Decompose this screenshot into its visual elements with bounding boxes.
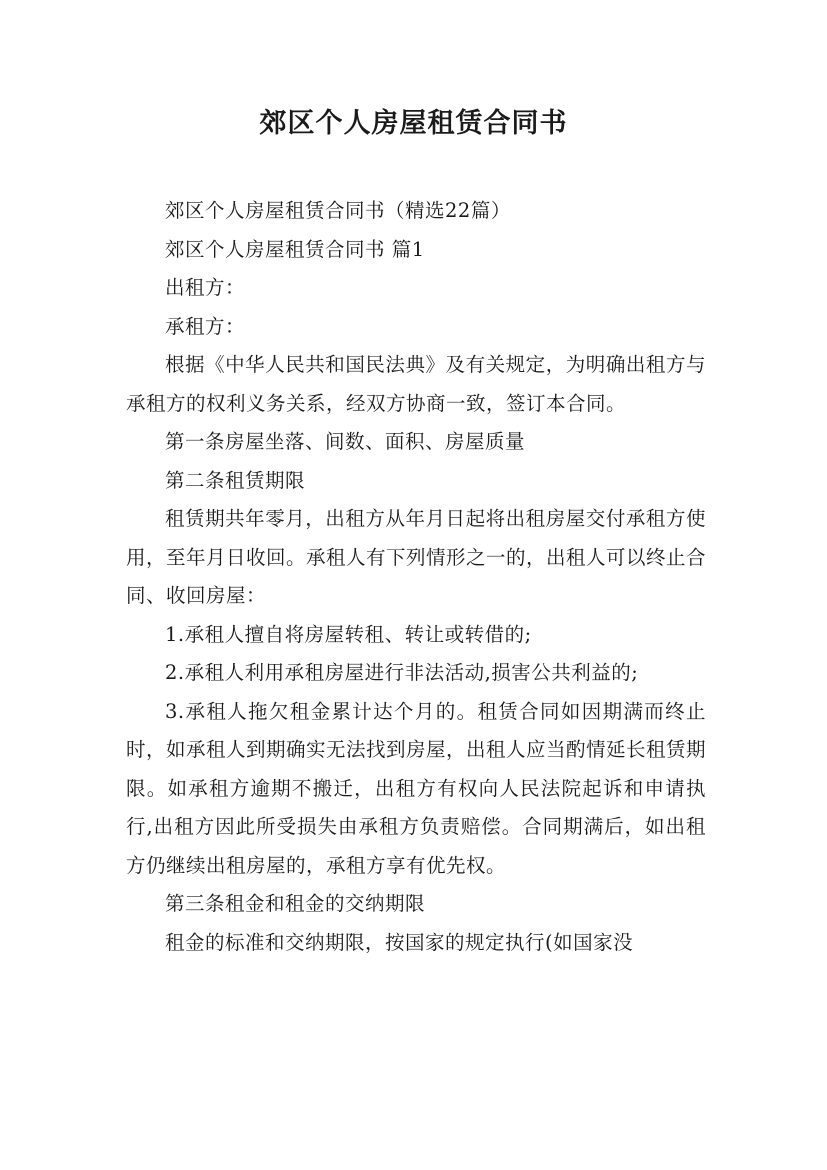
paragraph-article-1: 第一条房屋坐落、间数、面积、房屋质量 [165,430,526,453]
paragraph-section-heading: 郊区个人房屋租赁合同书 篇1 [165,237,425,261]
paragraph-lessor: 出租方： [165,276,246,299]
paragraph-subtitle: 郊区个人房屋租赁合同书（精选22篇） [165,199,511,222]
document-title: 郊区个人房屋租赁合同书 [259,108,568,139]
paragraph-item-3: 3.承租人拖欠租金累计达个月的。租赁合同如因期满而终止时，如承租人到期确实无法找到房屋，出租人应当酌情延长租赁期限。如承租方逾期不搬迁，出租方有权向人民法院起诉和申请执行,出租方因此所受损失由承租方负责赔偿。合同期满后，如出租方仍继续出租房屋的，承租方享有优先权。 [126,699,707,877]
paragraph-lease-term: 租赁期共年零月，出租方从年月日起将出租房屋交付承租方使用，至年月日收回。承租人有下列情形之一的，出租人可以终止合同、收回房屋： [126,507,707,607]
paragraph-item-2: 2.承租人利用承租房屋进行非法活动,损害公共利益的; [165,661,639,684]
paragraph-item-1: 1.承租人擅自将房屋转租、转让或转借的; [165,622,532,646]
document-body [126,192,706,962]
paragraph-lessee: 承租方： [165,314,246,338]
paragraph-preamble: 根据《中华人民共和国民法典》及有关规定，为明确出租方与承租方的权利义务关系，经双方协商一致，签订本合同。 [126,353,706,415]
paragraph-article-3: 第三条租金和租金的交纳期限 [165,892,426,915]
paragraph-article-2: 第二条租赁期限 [165,468,306,492]
paragraph-rent-terms: 租金的标准和交纳期限，按国家的规定执行(如国家没 [165,930,634,954]
